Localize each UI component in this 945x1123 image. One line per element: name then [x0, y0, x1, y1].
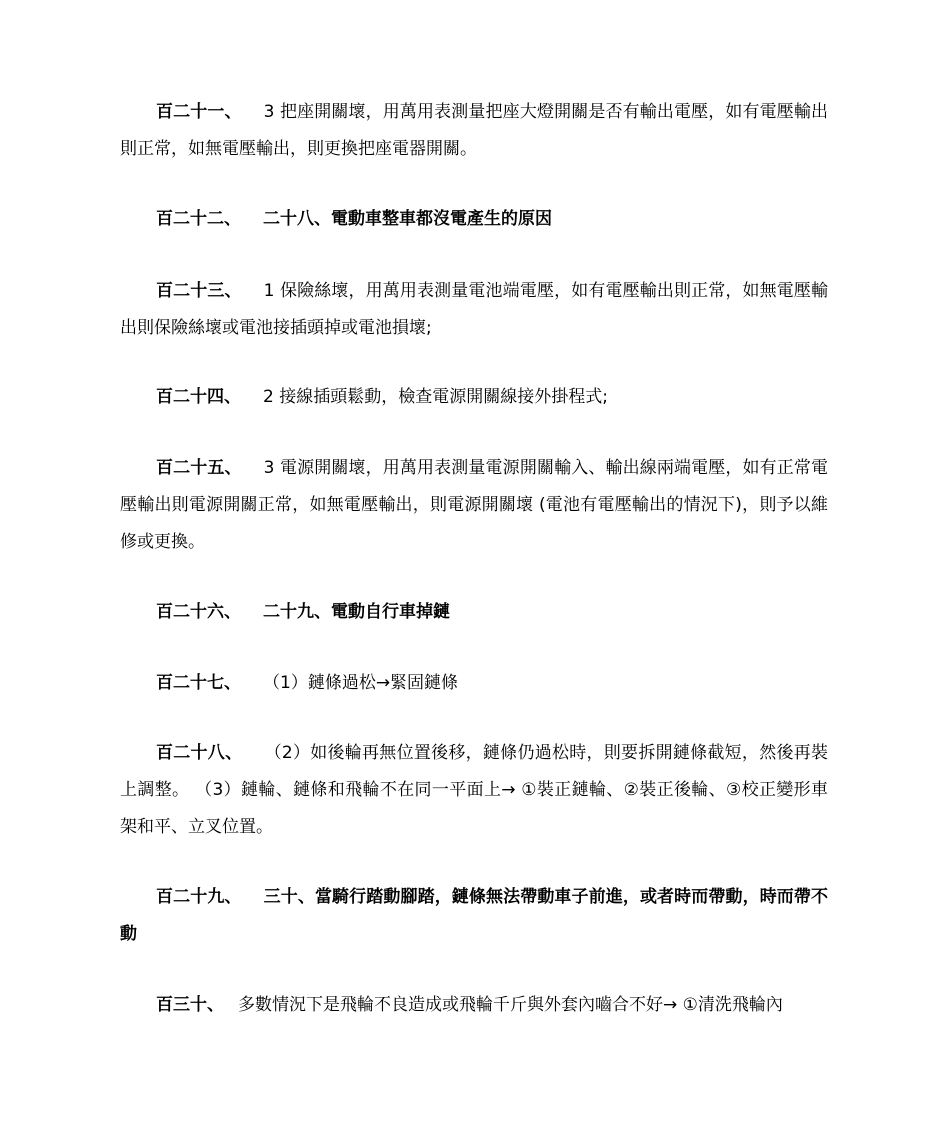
paragraph-number: 百二十二、 — [156, 209, 241, 229]
paragraph-122 — [120, 201, 828, 238]
paragraph-number: 百二十八、 — [156, 743, 243, 763]
section-heading: 二十九、電動自行車掉鏈 — [263, 602, 450, 622]
paragraph-number: 百二十六、 — [156, 602, 241, 622]
paragraph-number: 百三十、 — [156, 995, 224, 1015]
paragraph-text: 3 電源開關壞，用萬用表測量電源開關輸入、輸出線兩端電壓，如有正常電壓輸出則電源開關正常，如無電壓輸出，則電源開關壞 (電池有電壓輸出的情況下)，則予以維修或更換。 — [120, 458, 829, 552]
paragraph-number: 百二十四、 — [156, 387, 241, 407]
section-heading: 二十八、電動車整車都沒電產生的原因 — [263, 209, 552, 229]
section-heading: 三十、當騎行踏動腳踏，鏈條無法帶動車子前進，或者時而帶動，時而帶不動 — [120, 887, 829, 944]
paragraph-127 — [120, 665, 828, 702]
paragraph-130 — [120, 987, 828, 1024]
paragraph-text: （2）如後輪再無位置後移，鏈條仍過松時，則要拆開鏈條截短，然後再裝上調整。 （3）鏈輪、鏈條和飛輪不在同一平面上→ ①裝正鏈輪、②裝正後輪、③校正變形車架和平、立叉位置。 — [120, 743, 828, 837]
paragraph-text: 3 把座開關壞，用萬用表測量把座大燈開關是否有輸出電壓，如有電壓輸出則正常，如無電壓輸出，則更換把座電器開關。 — [120, 102, 829, 159]
paragraph-number: 百二十三、 — [156, 281, 242, 301]
paragraph-number: 百二十七、 — [156, 673, 241, 693]
paragraph-129 — [120, 879, 828, 953]
paragraph-128 — [120, 735, 828, 846]
paragraph-number: 百二十五、 — [156, 458, 242, 478]
paragraph-text: 多數情況下是飛輪不良造成或飛輪千斤與外套內嚙合不好→ ①清洗飛輪內 — [238, 995, 783, 1015]
paragraph-121 — [120, 94, 828, 168]
paragraph-125 — [120, 450, 828, 561]
paragraph-123 — [120, 273, 828, 347]
paragraph-number: 百二十九、 — [156, 887, 242, 907]
paragraph-number: 百二十一、 — [156, 102, 242, 122]
paragraph-text: 1 保險絲壞，用萬用表測量電池端電壓，如有電壓輸出則正常，如無電壓輸出則保險絲壞或電池接插頭掉或電池損壞; — [120, 281, 829, 338]
paragraph-126 — [120, 594, 828, 631]
paragraph-124 — [120, 379, 828, 416]
paragraph-text: 2 接線插頭鬆動，檢查電源開關線接外掛程式; — [263, 387, 608, 407]
paragraph-text: （1）鏈條過松→緊固鏈條 — [263, 673, 459, 693]
